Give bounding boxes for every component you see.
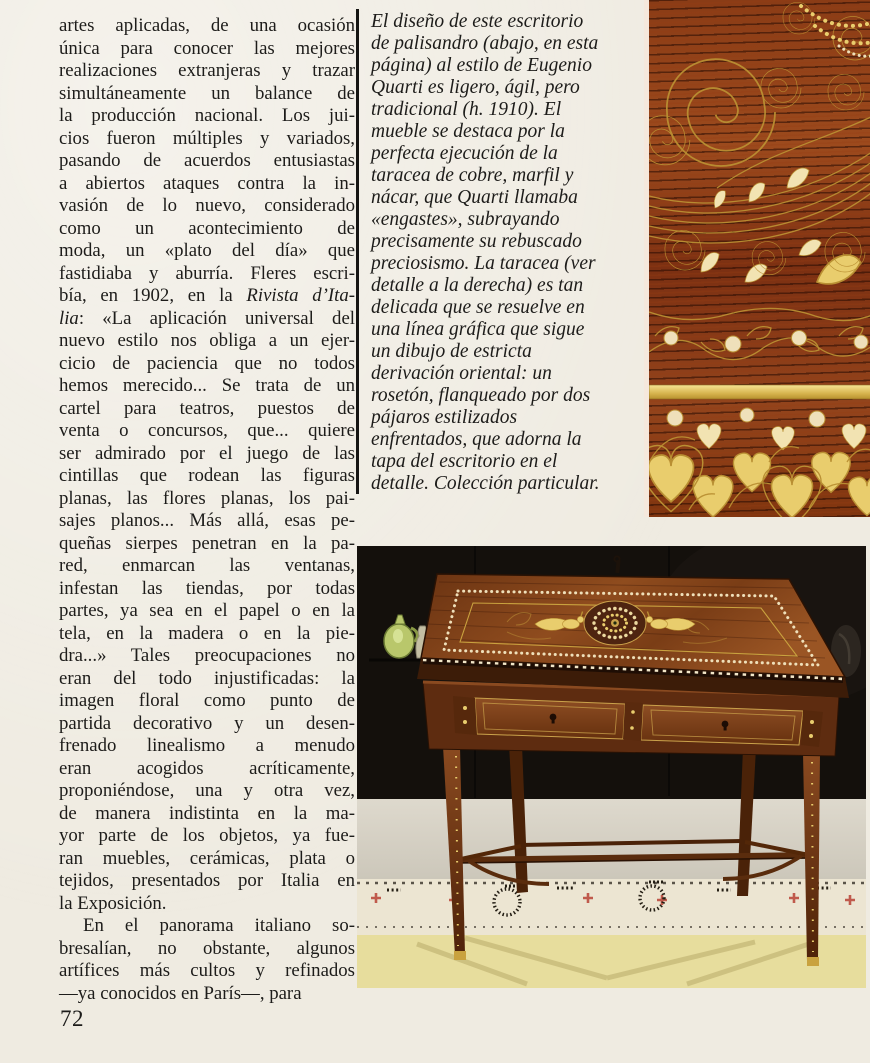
article-text-column <box>59 15 355 1005</box>
text-line: ran muebles, cerámicas, plata o <box>59 847 355 869</box>
text-line: moda, un «plato del día» que <box>59 240 355 261</box>
text-line: ser admirado por el juego de las <box>59 442 355 464</box>
text-line: imagen floral como punto de <box>59 690 355 711</box>
text-line: tela, en la madera o en la pie- <box>59 622 355 644</box>
text-line: frenado linealismo a menudo <box>59 735 355 756</box>
text-line: tejidos, presentados por Italia en <box>59 870 355 891</box>
text-line: cicio de paciencia que no todos <box>59 352 355 374</box>
caption-line: rosetón, flanqueado por dos <box>371 385 591 406</box>
caption-line: pájaros estilizados <box>371 407 518 428</box>
text-line: cintillas que rodean las figuras <box>59 465 355 486</box>
caption-line: preciosismo. La taracea (ver <box>371 253 596 274</box>
text-line: proponiéndose, una y otra vez, <box>59 780 355 801</box>
paragraph <box>59 15 355 915</box>
caption-line: una línea gráfica que sigue <box>371 319 585 340</box>
text-line: yor parte de los objetos, ya fue- <box>59 825 355 846</box>
text-line: eran acogidos acríticamente, <box>59 757 355 779</box>
desk-photo-figure <box>357 546 866 988</box>
marquetry-detail-figure <box>644 0 870 517</box>
text-line: nuevo estilo nos obliga a un ejer- <box>59 330 355 351</box>
text-line: hemos merecido... Se trata de un <box>59 375 355 396</box>
gold-swirls-upper <box>649 2 870 188</box>
floor <box>357 935 866 988</box>
text-line: fastidiaba y aburría. Fleres escri- <box>59 262 355 284</box>
text-line: pasando de acuerdos entusiastas <box>59 150 355 171</box>
text-line: red, enmarcan las ventanas, <box>59 555 355 576</box>
text-line: la Exposición. <box>59 892 167 914</box>
desk-drawer-left <box>475 698 625 739</box>
text-line: queñas sierpes penetran en la pa- <box>59 532 355 554</box>
text-line: simultáneamente un balance de <box>59 82 355 104</box>
text-line: sajes planos... Más allá, esas pe- <box>59 510 355 531</box>
text-line: dra...» Tales preocupaciones no <box>59 645 355 666</box>
caption-line: precisamente su rebuscado <box>371 231 582 252</box>
caption-line: detalle. Colección particular. <box>371 473 600 494</box>
caption-line: tradicional (h. 1910). El <box>371 99 562 120</box>
text-line: artes aplicadas, de una ocasión <box>59 15 355 36</box>
text-line: eran del todo injustificadas: la <box>59 667 355 689</box>
text-line: partes, ya sea en el papel o en la <box>59 600 355 621</box>
text-line: única para conocer las mejores <box>59 37 355 59</box>
text-line: realizaciones extranjeras y trazar <box>59 60 355 81</box>
wall <box>357 799 866 879</box>
lid-rosette <box>584 601 646 645</box>
gold-inlay-stripe <box>649 385 870 399</box>
caption-line: enfrentados, que adorna la <box>371 429 582 450</box>
column-divider <box>356 9 359 494</box>
caption-line: nácar, que Quarti llamaba <box>371 187 578 208</box>
page-number: 72 <box>60 1006 84 1031</box>
text-line: a abiertos ataques contra la in- <box>59 172 355 194</box>
text-line: planas, las flores planas, los pai- <box>59 487 355 509</box>
caption-line: detalle a la derecha) es tan <box>371 275 584 296</box>
text-line: —ya conocidos en París—, para <box>59 982 302 1004</box>
desk-drawer-right <box>641 705 803 745</box>
figure-caption <box>371 11 645 495</box>
text-line: lia: «La aplicación universal del <box>59 307 355 329</box>
paragraph <box>59 915 355 1005</box>
caption-line: El diseño de este escritorio <box>371 11 584 32</box>
text-line: venta o concursos, que... quiere <box>59 420 355 441</box>
heart-band <box>649 408 870 517</box>
caption-line: derivación oriental: un <box>371 363 552 384</box>
text-line: partida decorativo y un desen- <box>59 712 355 734</box>
text-line: como un acontecimiento de <box>59 217 355 239</box>
desk-photo-illustration <box>357 546 866 988</box>
caption-line: Quarti es ligero, ágil, pero <box>371 77 580 98</box>
caption-line: mueble se destaca por la <box>371 121 565 142</box>
text-line: vasión de lo nuevo, considerado <box>59 195 355 216</box>
text-line: de manera indistinta en la ma- <box>59 802 355 824</box>
caption-line: perfecta ejecución de la <box>371 143 558 164</box>
caption-line: un dibujo de estricta <box>371 341 532 362</box>
caption-line: página) al estilo de Eugenio <box>371 55 592 76</box>
scroll-band <box>649 308 870 359</box>
text-line: bía, en 1902, en la Rivista d’Ita- <box>59 285 355 306</box>
caption-line: «engastes», subrayando <box>371 209 560 230</box>
text-line: la producción nacional. Los jui- <box>59 105 355 126</box>
carpet <box>357 879 866 935</box>
caption-line: taracea de cobre, marfil y <box>371 165 574 186</box>
text-line: cartel para teatros, puestos de <box>59 397 355 419</box>
caption-line: delicada que se resuelve en <box>371 297 585 318</box>
marquetry-illustration <box>649 0 870 517</box>
text-line: En el panorama italiano so- <box>83 915 355 936</box>
caption-line: de palisandro (abajo, en esta <box>371 33 599 54</box>
caption-line: tapa del escritorio en el <box>371 451 558 472</box>
text-line: bresalían, no obstante, algunos <box>59 937 355 959</box>
text-line: infestan las tiendas, por todas <box>59 577 355 599</box>
text-line: cios fueron múltiples y variados, <box>59 127 355 149</box>
text-line: artífices más cultos y refinados <box>59 960 355 981</box>
